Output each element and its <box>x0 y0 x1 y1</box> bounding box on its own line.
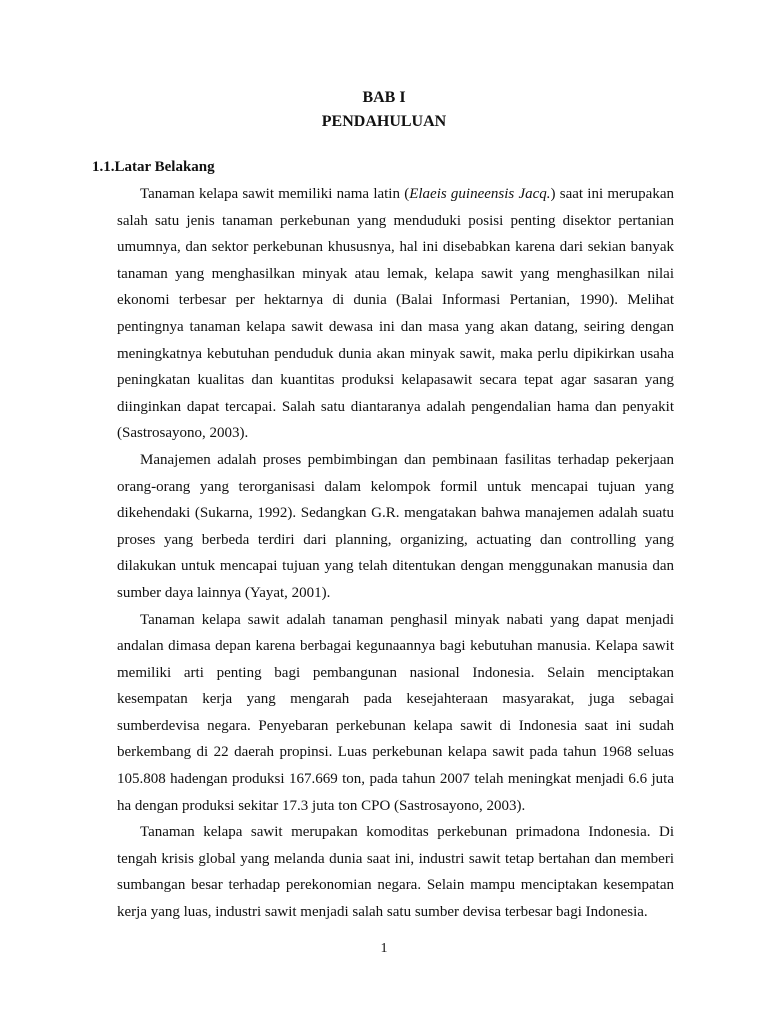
body-text <box>117 181 674 926</box>
paragraph-1-text-end: ) saat ini merupakan salah satu jenis tanaman perkebunan yang menduduki posisi penting disektor pertanian umumnya, dan sektor perkebunan khususnya, hal ini disebabkan karena dari sekian banyak tanaman yang menghasilkan minyak atau lemak, kelapa sawit yang menghasilkan nilai ekonomi terbesar per hektarnya di dunia (Balai Informasi Pertanian, 1990). Melihat pentingnya tanaman kelapa sawit dewasa ini dan masa yang akan datang, seiring dengan meningkatnya kebutuhan penduduk dunia akan minyak sawit, maka perlu dipikirkan usaha peningkatan kualitas dan kuantitas produksi kelapasawit secara tepat agar sasaran yang diinginkan dapat tercapai. Salah satu diantaranya adalah pengendalian hama dan penyakit (Sastrosayono, 2003). <box>117 186 674 442</box>
latin-name: Elaeis guineensis Jacq. <box>409 186 551 202</box>
page-number: 1 <box>380 941 388 956</box>
paragraph-1 <box>117 181 674 447</box>
paragraph-2: Manajemen adalah proses pembimbingan dan pembinaan fasilitas terhadap pekerjaan orang-orang yang terorganisasi dalam kelompok formil untuk mencapai tujuan yang dikehendaki (Sukarna, 1992). Sedangkan G.R. mengatakan bahwa manajemen adalah suatu proses yang berbeda terdiri dari planning, organizing, actuating dan controlling yang dilakukan untuk mencapai tujuan yang telah ditentukan dengan menggunakan manusia dan sumber daya lainnya (Yayat, 2001). <box>117 451 674 601</box>
chapter-number: BAB I <box>362 89 406 106</box>
section-heading: 1.1.Latar Belakang <box>92 159 215 175</box>
paragraph-3: Tanaman kelapa sawit adalah tanaman penghasil minyak nabati yang dapat menjadi andalan dimasa depan karena berbagai kegunaannya bagi kebutuhan manusia. Kelapa sawit memiliki arti penting bagi pembangunan nasional Indonesia. Selain menciptakan kesempatan kerja yang mengarah pada kesejahteraan masyarakat, juga sebagai sumberdevisa negara. Penyebaran perkebunan kelapa sawit di Indonesia saat ini sudah berkembang di 22 daerah propinsi. Luas perkebunan kelapa sawit pada tahun 1968 seluas 105.808 hadengan produksi 167.669 ton, pada tahun 2007 telah meningkat menjadi 6.6 juta ha dengan produksi sekitar 17.3 juta ton CPO (Sastrosayono, 2003). <box>117 611 674 814</box>
chapter-title: PENDAHULUAN <box>321 113 447 130</box>
paragraph-4: Tanaman kelapa sawit merupakan komoditas perkebunan primadona Indonesia. Di tengah krisis global yang melanda dunia saat ini, industri sawit tetap bertahan dan memberi sumbangan besar terhadap perekonomian negara. Selain mampu menciptakan kesempatan kerja yang luas, industri sawit menjadi salah satu sumber devisa terbesar bagi Indonesia. <box>117 824 674 921</box>
paragraph-1-text-start: Tanaman kelapa sawit memiliki nama latin ( <box>140 186 410 202</box>
